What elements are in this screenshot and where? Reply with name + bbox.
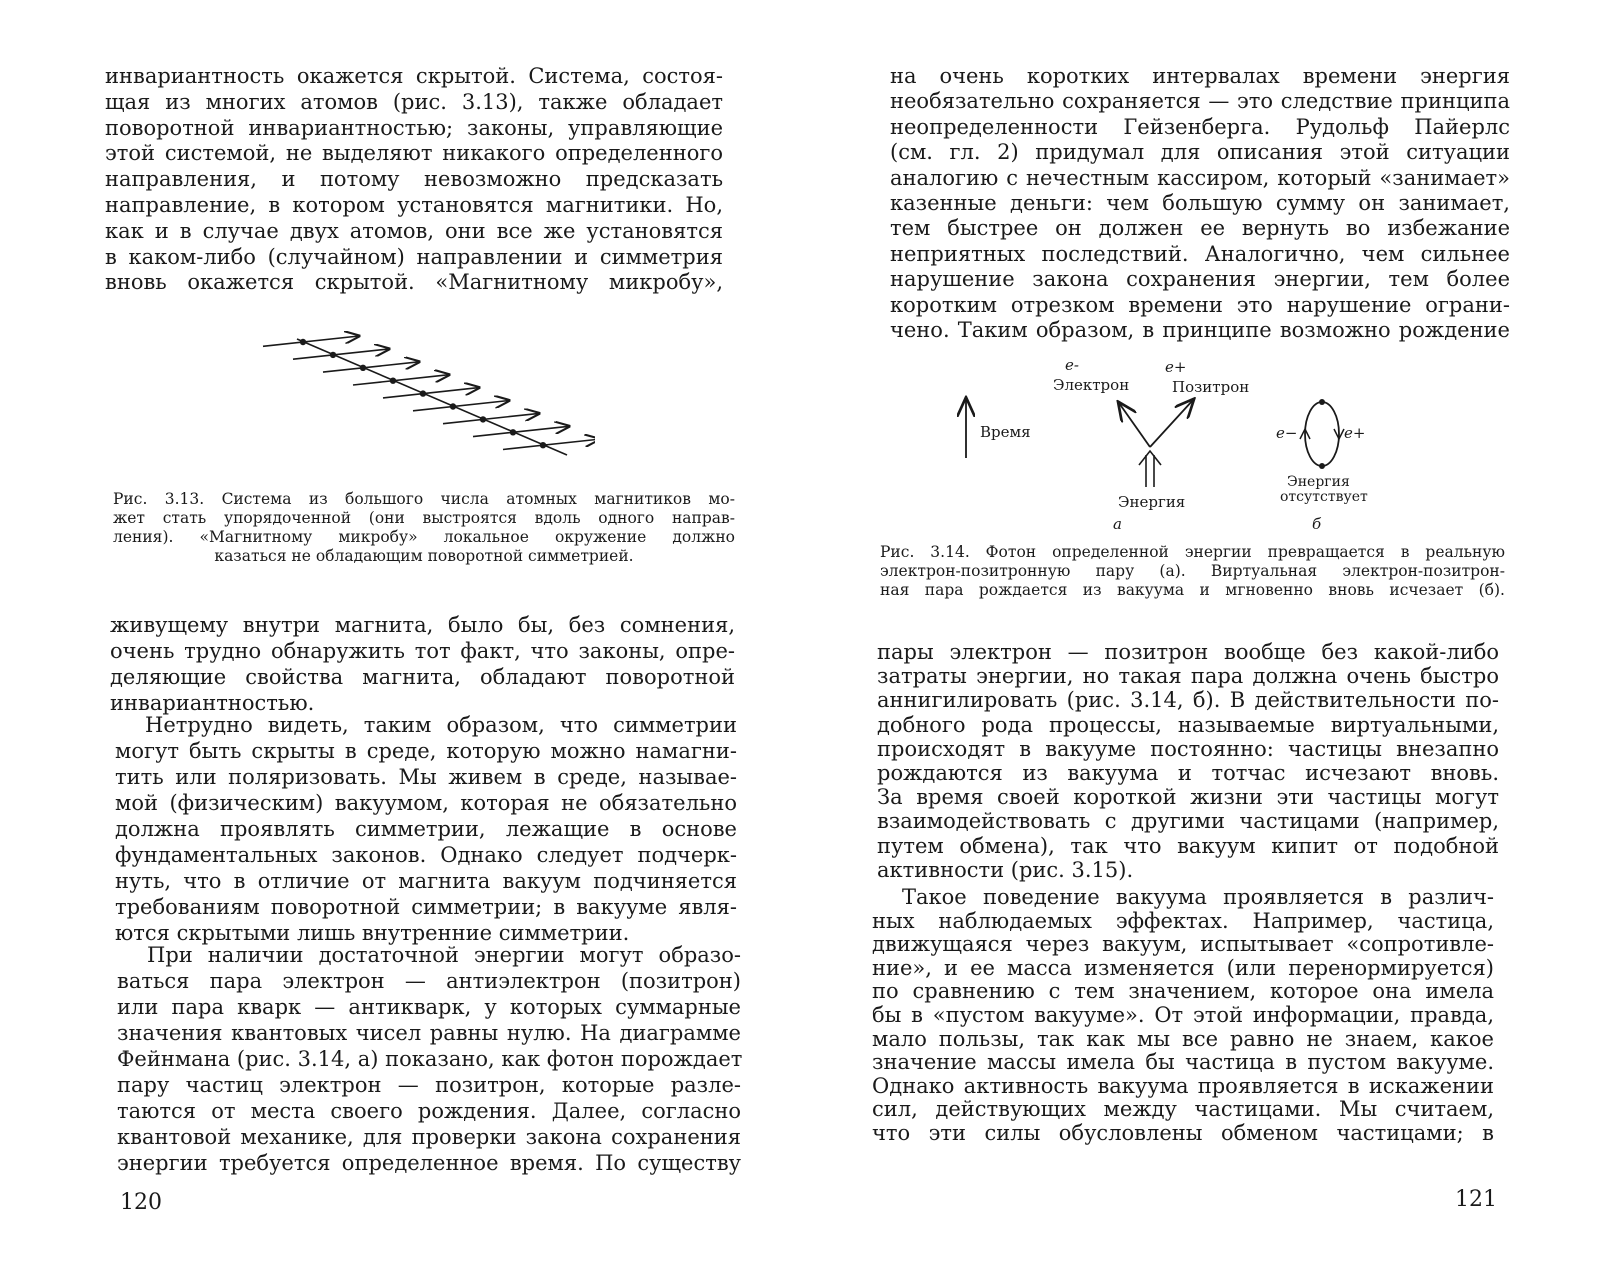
atom-dot <box>360 365 366 371</box>
text-line: чено. Таким образом, в принципе возможно рождение <box>890 318 1510 343</box>
text-line: Фейнмана (рис. 3.14, а) показано, как фотон порождает <box>117 1047 743 1071</box>
text-line: как и в случае двух атомов, они все же установятся <box>105 218 723 243</box>
text-line: в каком-либо (случайном) направлении и симметрия <box>105 244 723 269</box>
text-line: Нетрудно видеть, таким образом, что симметрии <box>145 713 737 737</box>
text-line: что эти силы обусловлены обменом частицами; в <box>872 1120 1494 1145</box>
atom-dot <box>390 378 396 384</box>
text-line: происходят в вакууме постоянно: частицы внезапно <box>877 736 1499 761</box>
text-line: этой системой, не выделяют никакого определенного <box>105 141 723 166</box>
text-line: квантовой механике, для проверки закона сохранения <box>117 1125 741 1149</box>
left-paragraph-1 <box>105 64 723 296</box>
page-number: 121 <box>1455 1187 1497 1212</box>
electron-label: Электрон <box>1053 376 1130 394</box>
text-line: пары электрон — позитрон вообще без какой-либо <box>877 640 1499 664</box>
text-line: энергии требуется определенное время. По существу <box>117 1151 741 1175</box>
text-line: на очень коротких интервалах времени энергия <box>890 64 1510 88</box>
loop-e-minus: e− <box>1276 424 1298 442</box>
text-line: ных наблюдаемых эффектах. Например, частица, <box>872 908 1494 933</box>
atom-dot <box>480 416 486 422</box>
text-line: взаимодействовать с другими частицами (например, <box>877 809 1499 834</box>
text-line: Однако активность вакуума проявляется в искажении <box>872 1073 1494 1098</box>
text-line: ние», и ее масса изменяется (или перенормируется) <box>872 955 1494 980</box>
text-line: аналогию с нечестным кассиром, который «занимает» <box>890 165 1510 190</box>
text-line: инвариантность окажется скрытой. Система, состоя- <box>105 64 723 88</box>
vertex-top <box>1319 399 1325 405</box>
electron-line <box>1119 403 1150 447</box>
atom-dot <box>420 390 426 396</box>
text-line: могут быть скрыты в среде, которую можно намагни- <box>115 739 737 763</box>
text-line: Такое поведение вакуума проявляется в различ- <box>902 885 1494 909</box>
caption-line: электрон-позитронную пару (а). Виртуальная электрон-позитрон- <box>880 562 1505 580</box>
atom-dot <box>300 339 306 345</box>
text-line: фундаментальных законов. Однако следует подчерк- <box>115 843 737 867</box>
text-line: коротким отрезком времени это нарушение ограни- <box>890 292 1510 317</box>
text-line: по сравнению с тем значением, которое она имела <box>872 979 1494 1004</box>
text-line: затраты энергии, но такая пара должна очень быстро <box>877 664 1499 689</box>
text-line: направления, и потому невозможно предсказать <box>105 167 723 192</box>
text-line: деляющие свойства магнита, обладают поворотной <box>110 665 735 689</box>
positron-line <box>1150 400 1193 447</box>
atom-dot <box>540 442 546 448</box>
right-paragraph-2 <box>877 640 1499 882</box>
text-line: очень трудно обнаружить тот факт, что законы, опре- <box>110 639 735 663</box>
energy-label: Энергия <box>1118 493 1186 511</box>
atom-dot <box>510 429 516 435</box>
electron-symbol: e- <box>1065 356 1079 374</box>
left-paragraph-4 <box>117 942 741 1176</box>
atom-dot <box>330 352 336 358</box>
text-line: нуть, что в отличие от магнита вакуум подчиняется <box>115 869 737 893</box>
figure-3-13-magnets <box>255 325 595 465</box>
text-line: активности (рис. 3.15). <box>877 857 1134 882</box>
text-line: таются от места своего рождения. Далее, согласно <box>117 1099 741 1123</box>
virtual-pair-loop <box>1305 402 1339 466</box>
caption-line: Рис. 3.14. Фотон определенной энергии превращается в реальную <box>880 543 1505 561</box>
text-line: неприятных последствий. Аналогично, чем сильнее <box>890 241 1510 266</box>
text-line: движущаяся через вакуум, испытывает «сопротивле- <box>872 932 1494 957</box>
text-line: инвариантностью. <box>110 691 315 715</box>
text-line: тить или поляризовать. Мы живем в среде, называе- <box>115 765 737 789</box>
caption-line: ления). «Магнитному микробу» локальное окружение должно <box>113 528 735 546</box>
text-line: рождаются из вакуума и тотчас исчезают вновь. <box>877 761 1499 786</box>
panel-b-label: б <box>1312 515 1322 533</box>
text-line: путем обмена), так что вакуум кипит от подобной <box>877 833 1499 858</box>
text-line: требованиям поворотной симметрии; в вакууме явля- <box>115 895 737 919</box>
text-line: или пара кварк — антикварк, у которых суммарные <box>117 995 741 1019</box>
panel-a-label: а <box>1113 515 1122 533</box>
text-line: должна проявлять симметрии, лежащие в основе <box>115 817 737 841</box>
text-line: добного рода процессы, называемые виртуальными, <box>877 712 1499 737</box>
text-line: мало пользы, так как мы все равно не знаем, какое <box>872 1026 1494 1051</box>
text-line: ются скрытыми лишь внутренние симметрии. <box>115 921 630 945</box>
left-paragraph-2 <box>110 612 735 716</box>
caption-line: жет стать упорядоченной (они выстроятся вдоль одного направ- <box>113 509 735 527</box>
caption-line: ная пара рождается из вакуума и мгновенно вновь исчезает (б). <box>880 581 1505 599</box>
no-energy-label-1: Энергия <box>1287 474 1350 490</box>
text-line: аннигилировать (рис. 3.14, б). В действительности по- <box>877 688 1499 713</box>
atom-dot <box>450 403 456 409</box>
text-line: значение массы имела бы частица в пустом вакууме. <box>872 1050 1494 1075</box>
caption-line: казаться не обладающим поворотной симметрией. <box>214 547 634 565</box>
figure-3-13-caption <box>113 490 735 566</box>
text-line: необязательно сохраняется — это следствие принципа <box>890 89 1510 114</box>
text-line: казенные деньги: чем большую сумму он занимает, <box>890 191 1510 216</box>
text-line: нарушение закона сохранения энергии, тем более <box>890 267 1510 292</box>
page-number: 120 <box>120 1190 162 1215</box>
text-line: направление, в котором установятся магнитики. Но, <box>105 192 723 217</box>
right-paragraph-3 <box>872 886 1494 1146</box>
positron-symbol: e+ <box>1165 358 1187 376</box>
time-label: Время <box>980 423 1031 441</box>
text-line: бы в «пустом вакууме». От этой информации, правда, <box>872 1002 1494 1027</box>
text-line: мой (физическим) вакуумом, которая не обязательно <box>115 791 737 815</box>
text-line: пару частиц электрон — позитрон, которые разле- <box>117 1073 741 1097</box>
positron-label: Позитрон <box>1172 378 1250 396</box>
left-paragraph-3 <box>115 712 737 946</box>
right-page <box>800 0 1600 1275</box>
no-energy-label-2: отсутствует <box>1280 489 1368 505</box>
text-line: значения квантовых чисел равны нулю. На диаграмме <box>117 1021 741 1045</box>
text-line: сил, действующих между частицами. Мы считаем, <box>872 1097 1494 1122</box>
text-line: неопределенности Гейзенберга. Рудольф Пайерлс <box>890 114 1510 139</box>
right-paragraph-1 <box>890 64 1510 343</box>
figure-3-14-diagram <box>950 355 1430 535</box>
text-line: тем быстрее он должен ее вернуть во избежание <box>890 216 1510 241</box>
text-line: ваться пара электрон — антиэлектрон (позитрон) <box>117 969 741 993</box>
caption-line: Рис. 3.13. Система из большого числа атомных магнитиков мо- <box>113 490 735 508</box>
text-line: При наличии достаточной энергии могут образо- <box>147 943 741 967</box>
text-line: живущему внутри магнита, было бы, без сомнения, <box>110 613 735 637</box>
figure-3-14-caption <box>880 543 1505 600</box>
text-line: щая из многих атомов (рис. 3.13), также обладает <box>105 89 723 114</box>
photon-arrowhead <box>1139 451 1161 465</box>
text-line: поворотной инвариантностью; законы, управляющие <box>105 115 723 140</box>
text-line: вновь окажется скрытой. «Магнитному микробу», <box>105 270 723 295</box>
vertex-bottom <box>1319 463 1325 469</box>
text-line: За время своей короткой жизни эти частицы могут <box>877 785 1499 810</box>
text-line: (см. гл. 2) придумал для описания этой ситуации <box>890 140 1510 165</box>
loop-e-plus: e+ <box>1344 424 1366 442</box>
